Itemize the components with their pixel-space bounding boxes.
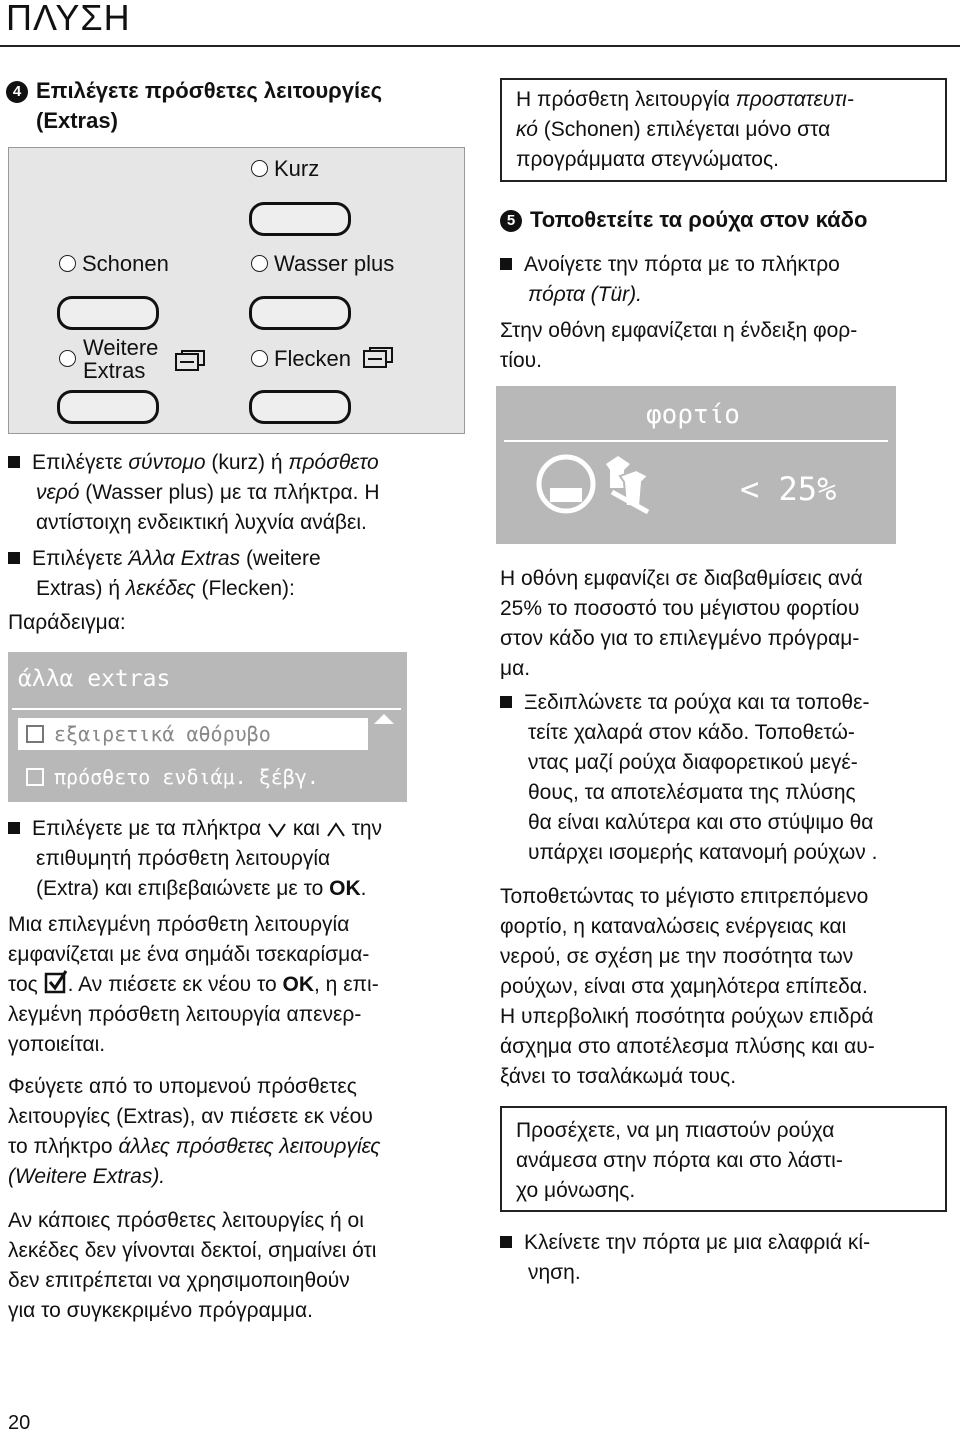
paragraph-load-indicator: Στην οθόνη εμφανίζεται η ένδειξη φορ- τίου. <box>500 319 858 372</box>
schonen-indicator-icon <box>59 255 76 272</box>
drum-load-icon <box>536 448 660 518</box>
arrow-down-icon <box>267 822 287 838</box>
step4-heading-line2: (Extras) <box>36 108 118 133</box>
page-title: ΠΛΥΣΗ <box>6 0 131 38</box>
step4-heading: 4 Επιλέγετε πρόσθετες λειτουργίες <box>6 76 382 106</box>
flecken-indicator-icon <box>251 350 268 367</box>
bullet-select-arrows: Επιλέγετε με τα πλήκτρα και την επιθυμητή πρόσθετη λειτουργία (Extra) και επιβεβαιώνετε με το OK. <box>8 814 382 904</box>
load-display <box>496 386 896 544</box>
bullet-icon <box>500 258 512 270</box>
bullet-icon <box>8 822 20 834</box>
extras-item-selected[interactable]: εξαιρετικά αθόρυβο <box>18 718 368 750</box>
bullet-icon <box>8 456 20 468</box>
checked-box-icon <box>44 970 68 994</box>
paragraph-not-allowed: Αν κάποιες πρόσθετες λειτουργίες ή οι λεκέδες δεν γίνονται δεκτοί, σημαίνει ότι δεν επιτρέπεται να χρησιμοποιηθούν για το συγκεκριμένο πρόγραμμα. <box>8 1209 377 1322</box>
load-percentage: < 25% <box>740 470 837 508</box>
paragraph-load-steps: Η οθόνη εμφανίζει σε διαβαθμίσεις ανά 25% το ποσοστό του μέγιστου φορτίου στον κάδο για το επιλεγμένο πρόγραμ- μα. <box>500 567 863 680</box>
header-rule <box>0 45 960 47</box>
extras-item[interactable]: πρόσθετο ενδιάμ. ξέβγ. <box>18 762 398 794</box>
kurz-button[interactable] <box>249 202 351 236</box>
bullet-icon <box>500 1236 512 1248</box>
checkbox-icon <box>26 768 44 786</box>
bullet-open-door: Ανοίγετε την πόρτα με το πλήκτρο πόρτα (Tür). <box>500 250 840 310</box>
load-display-title: φορτίο <box>646 400 740 430</box>
arrow-up-icon <box>326 822 346 838</box>
weitere-extras-label: Weitere Extras <box>59 336 158 382</box>
paragraph-max-load: Τοποθετώντας το μέγιστο επιτρεπόμενο φορτίο, η καταναλώσεις ενέργειας και νερού, σε σχέση με την ποσότητα των ρούχων, είναι στα χαμηλότερα επίπεδα. Η υπερβολική ποσότητα ρούχων επιδρά άσχημα στο αποτέλεσμα πλύσης και αυ- ξάνει το τσαλάκωμά τους. <box>500 885 875 1088</box>
schonen-label: Schonen <box>59 251 169 277</box>
submenu-icon <box>363 347 393 369</box>
step4-number: 4 <box>6 81 28 103</box>
flecken-label: Flecken <box>251 346 393 372</box>
bullet-close-door: Κλείνετε την πόρτα με μια ελαφριά κί- νηση. <box>500 1228 870 1288</box>
flecken-button[interactable] <box>249 390 351 424</box>
kurz-label: Kurz <box>251 156 319 182</box>
bullet-select-short: Επιλέγετε σύντομο (kurz) ή πρόσθετο νερό (Wasser plus) με τα πλήκτρα. Η αντίστοιχη ενδεικτική λυχνία ανάβει. <box>8 448 380 538</box>
bullet-unfold-laundry: Ξεδιπλώνετε τα ρούχα και τα τοποθε- τείτε χαλαρά στον κάδο. Τοποθετώ- ντας μαζί ρούχα διαφορετικού μεγέ- θους, τα αποτελέσματα της πλύσης θα είναι καλύτερα και στο στύψιμο θα υπάρχει ισομερής κατανομή ρούχων . <box>500 688 877 868</box>
weitere-extras-button[interactable] <box>57 390 159 424</box>
wasser-plus-label: Wasser plus <box>251 251 394 277</box>
checkbox-icon <box>26 725 44 743</box>
kurz-indicator-icon <box>251 160 268 177</box>
note-schonen: Η πρόσθετη λειτουργία προστατευτι- κό (Schonen) επιλέγεται μόνο στα προγράμματα στεγνώματος. <box>500 78 947 182</box>
extras-display <box>8 652 407 802</box>
extras-display-title: άλλα extras <box>18 666 171 692</box>
example-label: Παράδειγμα: <box>8 611 126 634</box>
control-panel <box>8 147 465 434</box>
paragraph-exit-submenu: Φεύγετε από το υπομενού πρόσθετες λειτουργίες (Extras), αν πιέσετε εκ νέου το πλήκτρο άλλες πρόσθετες λειτουργίες (Weitere Extras). <box>8 1075 381 1188</box>
bullet-icon <box>500 696 512 708</box>
paragraph-checkmark: Μια επιλεγμένη πρόσθετη λειτουργία εμφανίζεται με ένα σημάδι τσεκαρίσμα- τος . Αν πιέσετε εκ νέου το OK, η επι- λεγμένη πρόσθετη λειτουργία απενερ- γοποιείται. <box>8 913 379 1056</box>
bullet-select-extras: Επιλέγετε Άλλα Extras (weitere Extras) ή λεκέδες (Flecken): <box>8 544 321 604</box>
submenu-icon <box>175 350 205 372</box>
wasser-plus-button[interactable] <box>249 296 351 330</box>
schonen-button[interactable] <box>57 296 159 330</box>
scroll-up-arrow-icon <box>374 712 394 724</box>
weitere-extras-indicator-icon <box>59 350 76 367</box>
step5-heading: 5 Τοποθετείτε τα ρούχα στον κάδο <box>500 205 867 235</box>
wasser-plus-indicator-icon <box>251 255 268 272</box>
page-number: 20 <box>8 1412 31 1434</box>
bullet-icon <box>8 552 20 564</box>
note-door-seal: Προσέχετε, να μη πιαστούν ρούχα ανάμεσα στην πόρτα και στο λάστι- χο μόνωσης. <box>500 1106 947 1212</box>
step5-number: 5 <box>500 210 522 232</box>
